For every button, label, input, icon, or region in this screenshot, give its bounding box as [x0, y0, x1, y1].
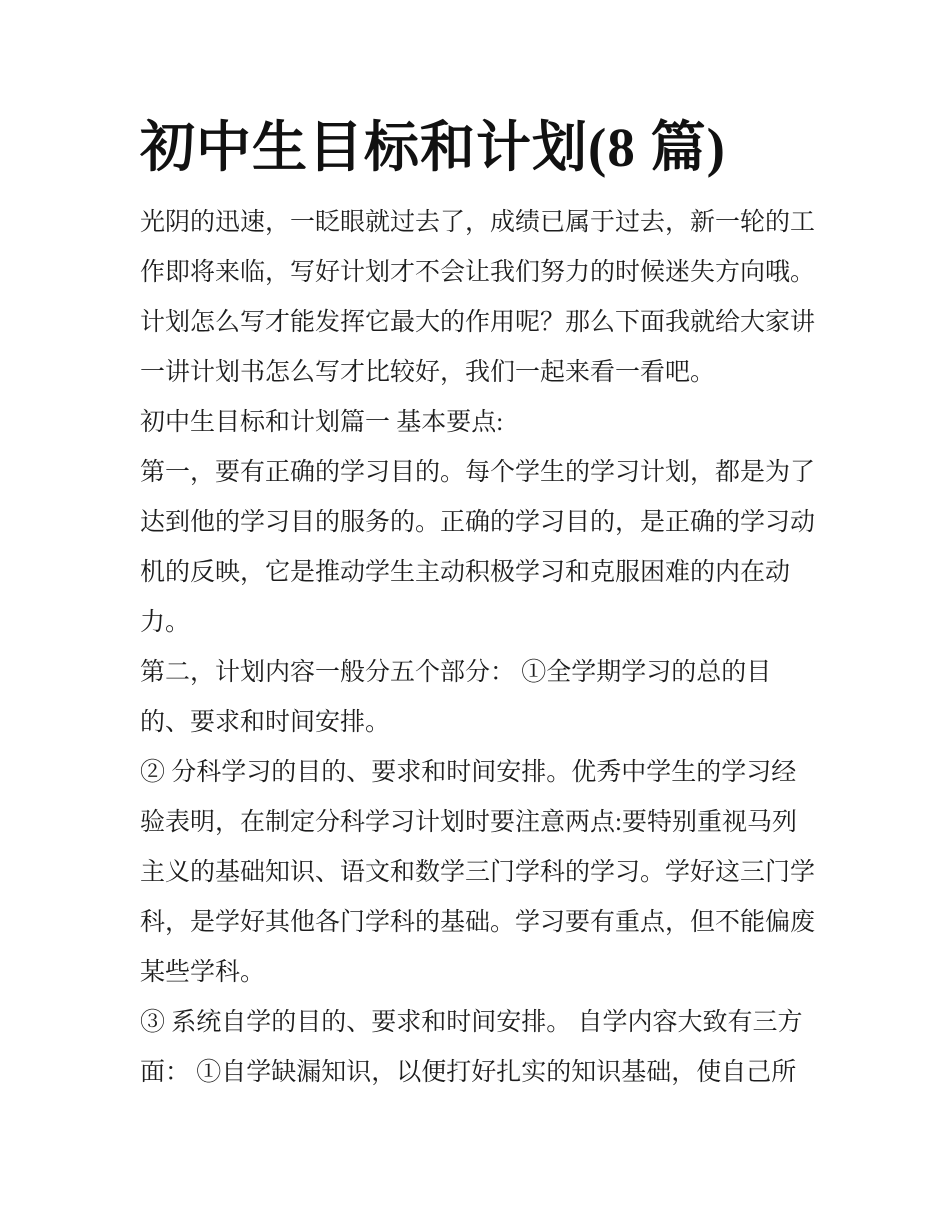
document-title: 初中生目标和计划(8 篇)	[140, 117, 726, 178]
text-line: 初中生目标和计划篇一 基本要点:	[140, 409, 504, 436]
text-line: ② 分科学习的目的、要求和时间安排。优秀中学生的学习经	[140, 759, 797, 786]
text-line: 机的反映，它是推动学生主动积极学习和克服困难的内在动	[140, 559, 791, 586]
text-line: 达到他的学习目的服务的。正确的学习目的，是正确的学习动	[140, 509, 816, 536]
text-line: 某些学科。	[140, 959, 266, 986]
text-line: 第二，计划内容一般分五个部分： ①全学期学习的总的目	[140, 659, 772, 686]
text-line: 光阴的迅速，一眨眼就过去了，成绩已属于过去，新一轮的工	[140, 209, 816, 236]
text-line: ③ 系统自学的目的、要求和时间安排。 自学内容大致有三方	[140, 1009, 803, 1036]
text-line: 的、要求和时间安排。	[140, 709, 391, 736]
text-line: 科，是学好其他各门学科的基础。学习要有重点，但不能偏废	[140, 909, 816, 936]
text-line: 一讲计划书怎么写才比较好，我们一起来看一看吧。	[140, 359, 716, 386]
text-line: 第一，要有正确的学习目的。每个学生的学习计划，都是为了	[140, 459, 816, 486]
text-line: 计划怎么写才能发挥它最大的作用呢？那么下面我就给大家讲	[140, 309, 816, 336]
document-body	[140, 198, 815, 1098]
text-line: 作即将来临，写好计划才不会让我们努力的时候迷失方向哦。	[140, 259, 816, 286]
text-line: 验表明，在制定分科学习计划时要注意两点:要特别重视马列	[140, 809, 797, 836]
text-line: 主义的基础知识、语文和数学三门学科的学习。学好这三门学	[140, 859, 816, 886]
text-line: 力。	[140, 609, 191, 636]
text-line: 面： ①自学缺漏知识，以便打好扎实的知识基础，使自己所	[140, 1059, 797, 1086]
